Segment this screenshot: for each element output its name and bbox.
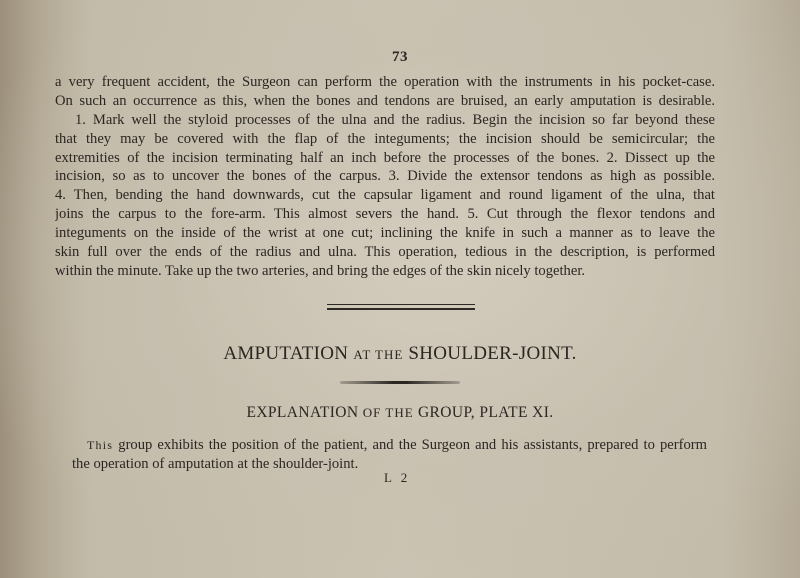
section-title-tail: SHOULDER-JOINT. (408, 343, 577, 364)
text-line: 4. Then, bending the hand downwards, cut the capsular ligament and round ligament of the ulna, that (55, 187, 715, 204)
text-line: joins the carpus to the fore-arm. This almost severs the hand. 5. Cut through the flexor tendons and (55, 206, 715, 223)
text-line: a very frequent accident, the Surgeon can perform the operation with the instruments in his pocket-case. (55, 74, 715, 90)
signature-mark: L 2 (384, 470, 411, 485)
text-line: 1. Mark well the styloid processes of the ulna and the radius. Begin the incision so far beyond these (75, 111, 715, 128)
subsection-title-connector: OF THE (362, 405, 414, 420)
section-title-connector: AT THE (353, 347, 404, 362)
page-number: 73 (392, 49, 408, 65)
text-line: integuments on the inside of the wrist at one cut; inclining the knife in such a manner as to leave the (55, 225, 715, 242)
ornamental-rule-divider (340, 381, 460, 384)
paragraph-lead-word: This (87, 438, 114, 452)
subsection-title-tail: GROUP, PLATE XI. (417, 404, 554, 421)
text-line (87, 436, 707, 455)
text-line: On such an occurrence as this, when the bones and tendons are bruised, an early amputation is desirable. (55, 92, 715, 109)
text-line: within the minute. Take up the two arteries, and bring the edges of the skin nicely together. (55, 262, 586, 279)
text-line: extremities of the incision terminating half an inch before the processes of the bones. 2. Dissect up the (55, 149, 715, 166)
section-title-main: AMPUTATION (223, 343, 349, 364)
subsection-title (0, 404, 800, 422)
paragraph-line-rest: group exhibits the position of the patient, and the Surgeon and his assistants, prepared to perform (118, 437, 708, 453)
text-line: the operation of amputation at the shoulder-joint. (72, 456, 359, 472)
text-line: skin full over the ends of the radius and ulna. This operation, tedious in the description, is performed (55, 244, 715, 261)
text-line: incision, so as to uncover the bones of the carpus. 3. Divide the extensor tendons as high as possible. (55, 168, 715, 185)
body-paragraph (55, 73, 715, 281)
section-title (0, 343, 800, 365)
text-line: that they may be covered with the flap of the integuments; the incision should be semicircular; the (55, 130, 715, 147)
plate-explanation-paragraph (72, 436, 708, 474)
subsection-title-main: EXPLANATION (246, 404, 359, 421)
double-rule-divider (327, 304, 475, 309)
